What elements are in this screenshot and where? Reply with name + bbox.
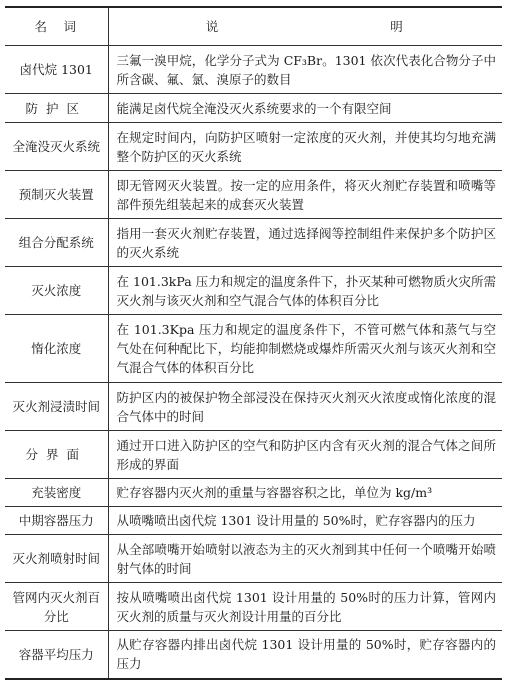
definitions-table [5, 6, 502, 680]
description-cell: 指用一套灭火剂贮存装置，通过选择阀等控制组件来保护多个防护区的灭火系统 [108, 219, 502, 267]
term-cell: 全淹没灭火系统 [5, 123, 108, 171]
description-cell: 从贮存容器内排出卤代烷 1301 设计用量的 50%时，贮存容器内的压力 [108, 631, 502, 679]
description-cell: 从喷嘴喷出卤代烷 1301 设计用量的 50%时，贮存容器内的压力 [108, 507, 502, 535]
table-row [5, 507, 502, 535]
description-cell: 通过开口进入防护区的空气和防护区内含有灭火剂的混合气体之间所形成的界面 [108, 431, 502, 479]
table-row [5, 123, 502, 171]
description-cell: 防护区内的被保护物全部浸没在保持灭火剂灭火浓度或惰化浓度的混合气体中的时间 [108, 383, 502, 431]
table-row [5, 46, 502, 94]
term-cell: 管网内灭火剂百分比 [5, 583, 108, 631]
description-cell: 在规定时间内，向防护区喷射一定浓度的灭火剂，并使其均匀地充满整个防护区的灭火系统 [108, 123, 502, 171]
header-desc-right: 明 [390, 19, 405, 34]
term-cell: 中期容器压力 [5, 507, 108, 535]
description-cell: 在 101.3Kpa 压力和规定的温度条件下，不管可燃气体和蒸气与空气处在何种配比下，均能抑制燃烧或爆炸所需灭火剂与该灭火剂和空气混合气体的体积百分比 [108, 315, 502, 383]
table-row [5, 94, 502, 123]
table-row [5, 535, 502, 583]
term-cell: 预制灭火装置 [5, 171, 108, 219]
description-cell: 能满足卤代烷全淹没灭火系统要求的一个有限空间 [108, 94, 502, 123]
term-cell: 惰化浓度 [5, 315, 108, 383]
description-cell: 即无管网灭火装置。按一定的应用条件，将灭火剂贮存装置和喷嘴等部件预先组装起来的成套灭火装置 [108, 171, 502, 219]
term-cell: 防护区 [5, 94, 108, 123]
term-cell: 灭火剂浸渍时间 [5, 383, 108, 431]
table-row [5, 219, 502, 267]
term-cell: 分界面 [5, 431, 108, 479]
term-cell: 灭火剂喷射时间 [5, 535, 108, 583]
header-desc-left: 说 [205, 19, 221, 34]
description-cell: 从全部喷嘴开始喷射以液态为主的灭火剂到其中任何一个喷嘴开始喷射气体的时间 [108, 535, 502, 583]
term-cell: 组合分配系统 [5, 219, 108, 267]
term-cell: 充装密度 [5, 479, 108, 507]
table-row [5, 383, 502, 431]
term-cell: 容器平均压力 [5, 631, 108, 679]
description-cell: 在 101.3kPa 压力和规定的温度条件下，扑灭某种可燃物质火灾所需灭火剂与该灭火剂和空气混合气体的体积百分比 [108, 267, 502, 315]
term-cell: 卤代烷 1301 [5, 46, 108, 94]
table-row [5, 479, 502, 507]
header-row [5, 7, 502, 46]
term-cell: 灭火浓度 [5, 267, 108, 315]
description-cell: 贮存容器内灭火剂的重量与容器容积之比，单位为 kg/m³ [108, 479, 502, 507]
header-description [108, 7, 502, 46]
table-row [5, 315, 502, 383]
table-row [5, 631, 502, 679]
table-row [5, 267, 502, 315]
description-cell: 三氟一溴甲烷，化学分子式为 CF₃Br。1301 依次代表化合物分子中所含碳、氟、氯、溴原子的数目 [108, 46, 502, 94]
table-row [5, 583, 502, 631]
header-term: 名 词 [5, 7, 108, 46]
description-cell: 按从喷嘴喷出卤代烷 1301 设计用量的 50%时的压力计算，管网内灭火剂的质量与灭火剂设计用量的百分比 [108, 583, 502, 631]
table-row [5, 171, 502, 219]
table-row [5, 431, 502, 479]
